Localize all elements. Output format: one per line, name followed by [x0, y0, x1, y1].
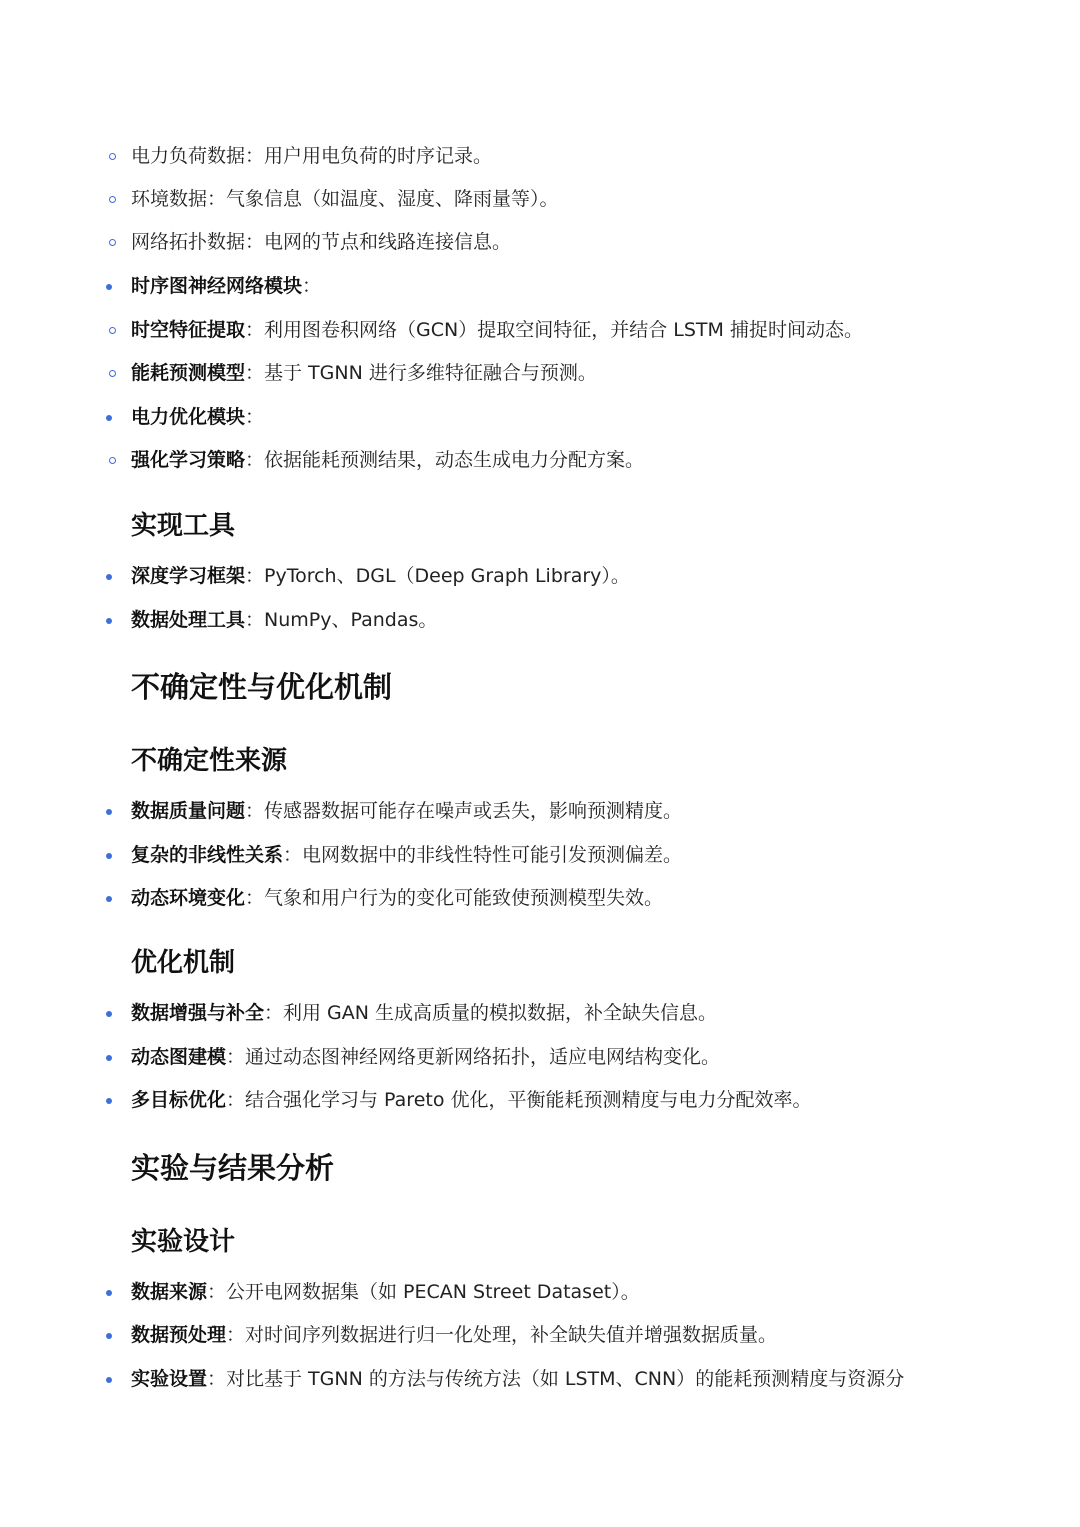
chapter-heading: 实验与结果分析: [131, 1151, 335, 1185]
list-item-text: ：气象和用户行为的变化可能致使预测模型失效。: [245, 887, 664, 909]
list-item-text: ：PyTorch、DGL（Deep Graph Library）。: [245, 565, 630, 587]
list-item: [131, 1322, 777, 1348]
list-item: [131, 186, 559, 212]
list-item-text: ：对时间序列数据进行归一化处理，补全缺失值并增强数据质量。: [226, 1324, 778, 1346]
sub-bullet: [109, 457, 116, 464]
list-item: [131, 842, 682, 868]
list-item-text: ：利用图卷积网络（GCN）提取空间特征，并结合 LSTM 捕捉时间动态。: [245, 319, 863, 341]
section-heading: 实现工具: [131, 511, 236, 541]
list-item-label: 时序图神经网络模块: [131, 275, 303, 297]
list-item: [131, 447, 644, 473]
list-item: [131, 563, 630, 589]
list-item: [131, 1366, 904, 1392]
list-item-text: ：通过动态图神经网络更新网络拓扑，适应电网结构变化。: [226, 1046, 721, 1068]
list-item-text: 网络拓扑数据：电网的节点和线路连接信息。: [131, 231, 512, 253]
list-item: [131, 1279, 640, 1305]
list-item: [131, 607, 437, 633]
list-item-label: 数据预处理: [131, 1324, 227, 1346]
list-item-text: ：传感器数据可能存在噪声或丢失，影响预测精度。: [245, 800, 683, 822]
sub-bullet: [109, 327, 116, 334]
list-item-label: 多目标优化: [131, 1089, 227, 1111]
list-item-label: 动态环境变化: [131, 887, 246, 909]
list-item-text: ：电网数据中的非线性特性可能引发预测偏差。: [283, 844, 683, 866]
bullet: [106, 853, 112, 859]
list-item-label: 动态图建模: [131, 1046, 227, 1068]
list-item: [131, 1000, 717, 1026]
chapter-heading: 不确定性与优化机制: [131, 670, 393, 704]
bullet: [106, 1333, 112, 1339]
list-item: [131, 1087, 812, 1113]
list-item-label: 深度学习框架: [131, 565, 246, 587]
list-item-text: ：: [245, 406, 265, 428]
list-item: [131, 798, 682, 824]
list-item-text: ：NumPy、Pandas。: [245, 609, 438, 631]
list-item-label: 时空特征提取: [131, 319, 246, 341]
bullet: [106, 1055, 112, 1061]
list-item-text: ：: [302, 275, 322, 297]
sub-bullet: [109, 370, 116, 377]
sub-bullet: [109, 196, 116, 203]
section-heading: 实验设计: [131, 1227, 236, 1257]
list-item: [131, 317, 863, 343]
bullet: [106, 574, 112, 580]
list-item-label: 能耗预测模型: [131, 362, 246, 384]
list-item: [131, 404, 264, 430]
bullet: [106, 618, 112, 624]
bullet: [106, 1098, 112, 1104]
list-item-label: 实验设置: [131, 1368, 208, 1390]
list-item-label: 电力优化模块: [131, 406, 246, 428]
list-item-label: 数据增强与补全: [131, 1002, 265, 1024]
list-item-label: 复杂的非线性关系: [131, 844, 284, 866]
list-item-text: ：利用 GAN 生成高质量的模拟数据，补全缺失信息。: [264, 1002, 718, 1024]
list-item-text: ：依据能耗预测结果，动态生成电力分配方案。: [245, 449, 645, 471]
sub-bullet: [109, 239, 116, 246]
list-item: [131, 273, 321, 299]
bullet: [106, 1290, 112, 1296]
bullet: [106, 1377, 112, 1383]
sub-bullet: [109, 153, 116, 160]
bullet: [106, 809, 112, 815]
list-item-label: 数据质量问题: [131, 800, 246, 822]
list-item-text: ：基于 TGNN 进行多维特征融合与预测。: [245, 362, 597, 384]
bullet: [106, 415, 112, 421]
list-item-text: ：对比基于 TGNN 的方法与传统方法（如 LSTM、CNN）的能耗预测精度与资源分: [207, 1368, 905, 1390]
list-item-label: 数据处理工具: [131, 609, 246, 631]
list-item-text: 环境数据：气象信息（如温度、湿度、降雨量等）。: [131, 188, 559, 210]
list-item: [131, 885, 663, 911]
section-heading: 优化机制: [131, 948, 236, 978]
list-item-text: 电力负荷数据：用户用电负荷的时序记录。: [131, 145, 493, 167]
bullet: [106, 284, 112, 290]
bullet: [106, 896, 112, 902]
list-item-text: ：结合强化学习与 Pareto 优化，平衡能耗预测精度与电力分配效率。: [226, 1089, 812, 1111]
bullet: [106, 1011, 112, 1017]
section-heading: 不确定性来源: [131, 746, 288, 776]
list-item-label: 强化学习策略: [131, 449, 246, 471]
list-item-label: 数据来源: [131, 1281, 208, 1303]
list-item: [131, 229, 511, 255]
list-item: [131, 360, 597, 386]
list-item: [131, 1044, 720, 1070]
list-item-text: ：公开电网数据集（如 PECAN Street Dataset）。: [207, 1281, 640, 1303]
list-item: [131, 143, 492, 169]
